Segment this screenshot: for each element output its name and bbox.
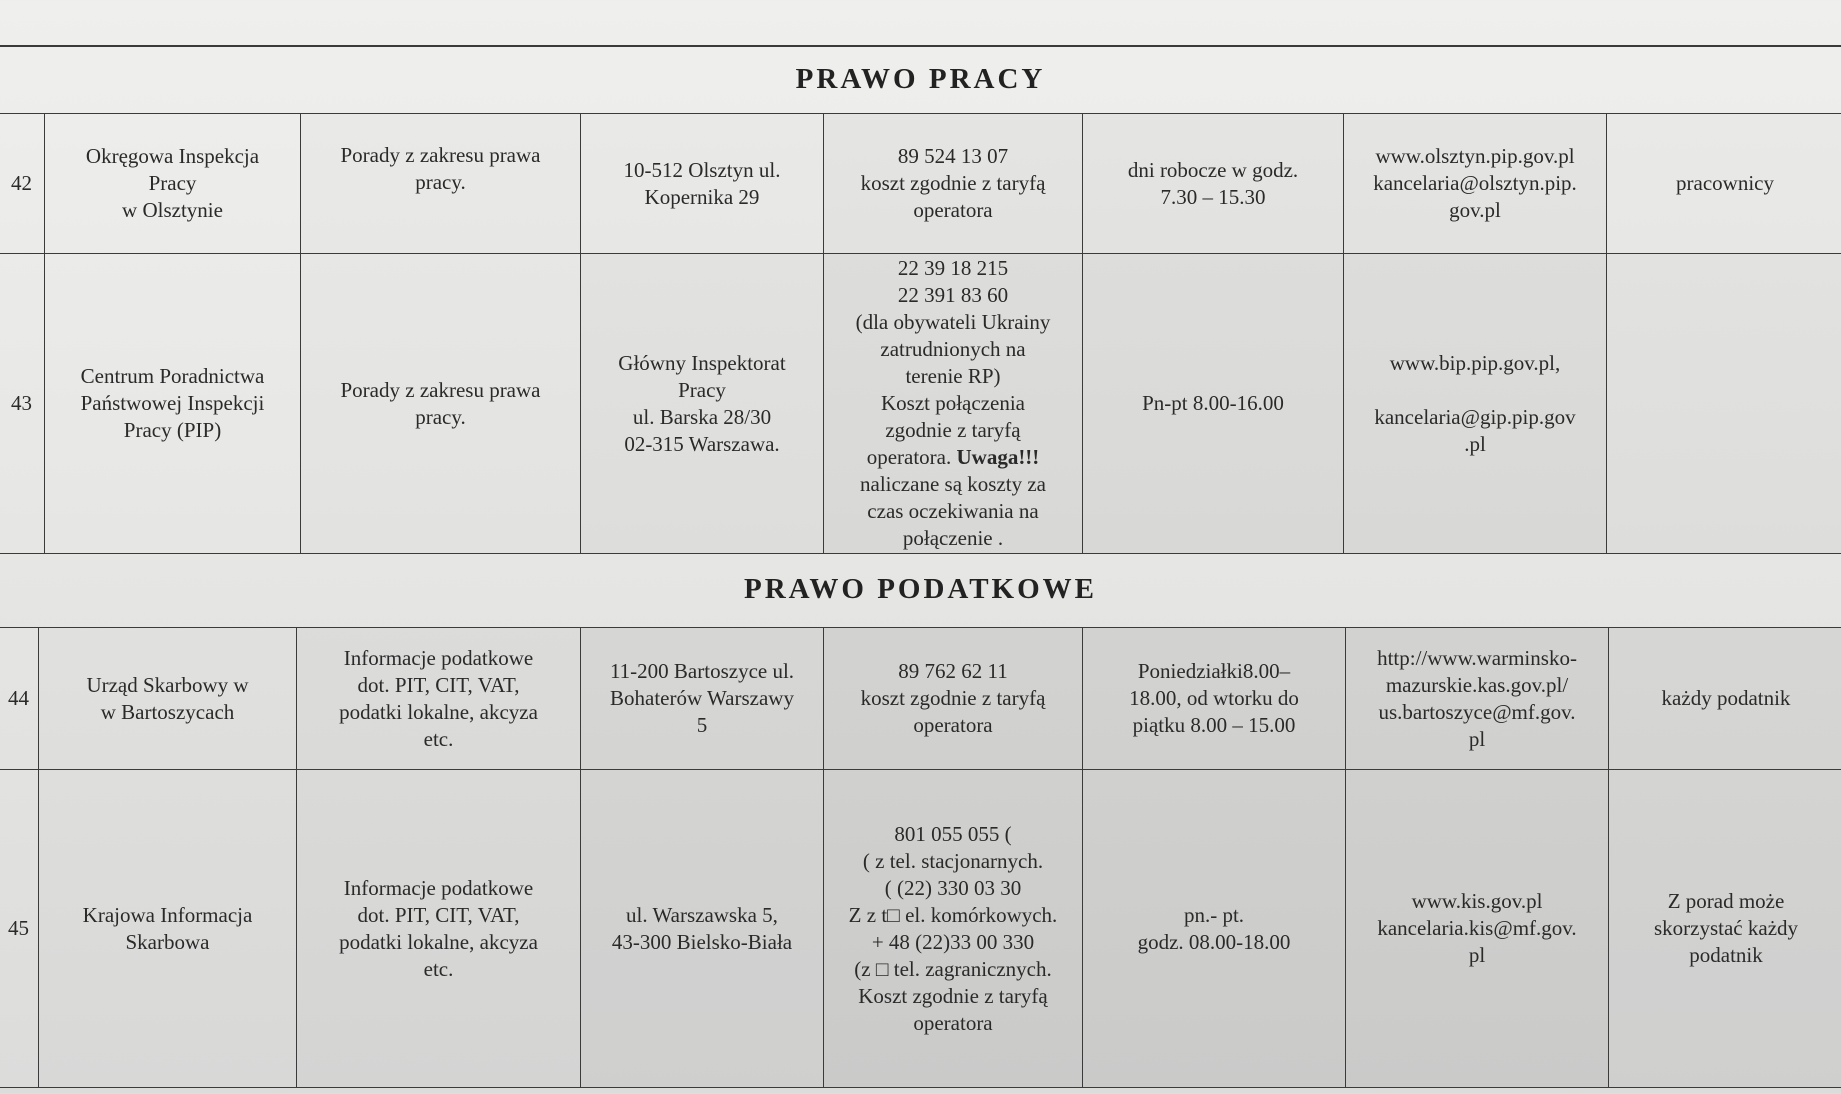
web-cell: www.bip.pip.gov.pl, kancelaria@gip.pip.gov .pl: [1344, 254, 1607, 554]
institution-cell: Krajowa Informacja Skarbowa: [39, 770, 297, 1088]
web-cell: www.olsztyn.pip.gov.pl kancelaria@olsztyn.pip. gov.pl: [1344, 114, 1607, 254]
phone-cell: 89 524 13 07 koszt zgodnie z taryfą operatora: [824, 114, 1083, 254]
row-number: 42: [0, 114, 45, 254]
uwaga-warning: Uwaga!!!: [956, 445, 1040, 469]
table-prawo-pracy: [0, 113, 1841, 554]
phone-cell: 801 055 055 ( ( z tel. stacjonarnych. ( (22) 330 03 30 Z z t□ el. komórkowych. + 48 (22)33 00 330 (z □ tel. zagranicznych. Koszt zgodnie z taryfą operatora: [824, 770, 1083, 1088]
phone-cell: 89 762 62 11 koszt zgodnie z taryfą operatora: [824, 628, 1083, 770]
table-row: [0, 770, 1841, 1088]
address-cell: Główny Inspektorat Pracy ul. Barska 28/30 02-315 Warszawa.: [581, 254, 824, 554]
scope-cell: Porady z zakresu prawa pracy.: [301, 254, 581, 554]
audience-cell: pracownicy: [1607, 114, 1841, 254]
web-cell: www.kis.gov.pl kancelaria.kis@mf.gov. pl: [1346, 770, 1609, 1088]
row-number: 43: [0, 254, 45, 554]
table-row: [0, 114, 1841, 254]
audience-cell: [1607, 254, 1841, 554]
scope-cell: Informacje podatkowe dot. PIT, CIT, VAT, podatki lokalne, akcyza etc.: [297, 770, 581, 1088]
scope-cell: Informacje podatkowe dot. PIT, CIT, VAT, podatki lokalne, akcyza etc.: [297, 628, 581, 770]
web-cell: http://www.warminsko- mazurskie.kas.gov.pl/ us.bartoszyce@mf.gov. pl: [1346, 628, 1609, 770]
audience-cell: Z porad może skorzystać każdy podatnik: [1609, 770, 1841, 1088]
address-cell: 10-512 Olsztyn ul. Kopernika 29: [581, 114, 824, 254]
phone-cell: 22 39 18 215 22 391 83 60 (dla obywateli Ukrainy zatrudnionych na terenie RP) Koszt połączenia zgodnie z taryfą operatora. Uwaga!!! naliczane są koszty za czas oczekiwania na połączenie .: [824, 254, 1083, 554]
audience-cell: każdy podatnik: [1609, 628, 1841, 770]
address-cell: ul. Warszawska 5, 43-300 Bielsko-Biała: [581, 770, 824, 1088]
table-prawo-podatkowe: [0, 627, 1841, 1088]
table-row: [0, 628, 1841, 770]
institution-cell: Okręgowa Inspekcja Pracy w Olsztynie: [45, 114, 301, 254]
hours-cell: Poniedziałki8.00– 18.00, od wtorku do piątku 8.00 – 15.00: [1083, 628, 1346, 770]
institution-cell: Urząd Skarbowy w w Bartoszycach: [39, 628, 297, 770]
uwaga-line: operatora. Uwaga!!!: [866, 445, 1040, 469]
scope-cell: Porady z zakresu prawa pracy.: [301, 114, 581, 254]
institution-cell: Centrum Poradnictwa Państwowej Inspekcji Pracy (PIP): [45, 254, 301, 554]
hours-cell: pn.- pt. godz. 08.00-18.00: [1083, 770, 1346, 1088]
row-number: 44: [0, 628, 39, 770]
hours-cell: Pn-pt 8.00-16.00: [1083, 254, 1344, 554]
address-cell: 11-200 Bartoszyce ul. Bohaterów Warszawy 5: [581, 628, 824, 770]
top-divider: [0, 45, 1841, 47]
section-title-prawo-podatkowe: PRAWO PODATKOWE: [744, 573, 1097, 605]
section-title-prawo-pracy: PRAWO PRACY: [795, 63, 1046, 95]
hours-cell: dni robocze w godz. 7.30 – 15.30: [1083, 114, 1344, 254]
row-number: 45: [0, 770, 39, 1088]
table-row: [0, 254, 1841, 554]
